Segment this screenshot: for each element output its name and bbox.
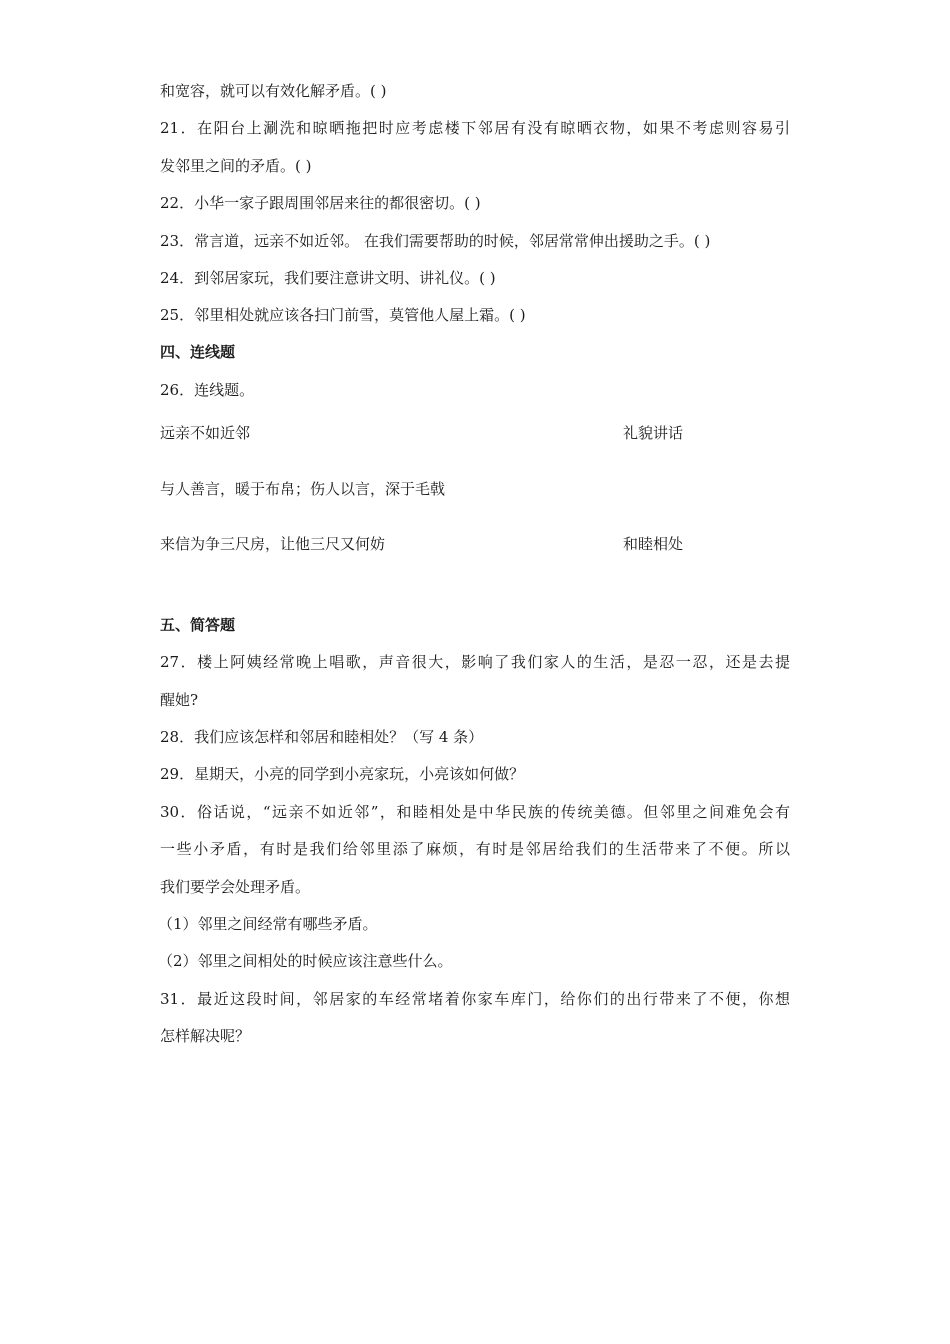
q22: 22．小华一家子跟周围邻居来往的都很密切。( ) xyxy=(160,194,481,212)
match-left-item-2: 与人善言，暖于布帛；伤人以言，深于毛戟 xyxy=(160,480,446,498)
q28: 28．我们应该怎样和邻居和睦相处？（写 4 条） xyxy=(160,728,484,746)
q30-sub1: （1）邻里之间经常有哪些矛盾。 xyxy=(158,915,378,933)
q21-line2: 发邻里之间的矛盾。( ) xyxy=(160,157,312,175)
match-left-item-3: 来信为争三尺房，让他三尺又何妨 xyxy=(160,535,386,553)
match-right-item-1: 礼貌讲话 xyxy=(623,424,684,442)
q30-line1: 30．俗话说，“远亲不如近邻”，和睦相处是中华民族的传统美德。但邻里之间难免会有 xyxy=(160,803,790,821)
q25: 25．邻里相处就应该各扫门前雪，莫管他人屋上霜。( ) xyxy=(160,306,526,324)
q31-line2: 怎样解决呢？ xyxy=(160,1027,251,1045)
q27-line1: 27．楼上阿姨经常晚上唱歌，声音很大，影响了我们家人的生活，是忍一忍，还是去提 xyxy=(160,653,790,671)
q30-sub2: （2）邻里之间相处的时候应该注意些什么。 xyxy=(158,952,453,970)
q26: 26．连线题。 xyxy=(160,381,255,399)
q21-line1: 21．在阳台上涮洗和晾晒拖把时应考虑楼下邻居有没有晾晒衣物，如果不考虑则容易引 xyxy=(160,119,790,137)
section4-heading: 四、连线题 xyxy=(160,343,236,361)
match-right-item-2: 和睦相处 xyxy=(623,535,684,553)
q29: 29．星期天，小亮的同学到小亮家玩，小亮该如何做？ xyxy=(160,765,525,783)
match-left-item-1: 远亲不如近邻 xyxy=(160,424,251,442)
q27-line2: 醒她? xyxy=(160,691,199,709)
q30-line2: 一些小矛盾，有时是我们给邻里添了麻烦，有时是邻居给我们的生活带来了不便。所以 xyxy=(160,840,790,858)
q30-line3: 我们要学会处理矛盾。 xyxy=(160,878,311,896)
q31-line1: 31．最近这段时间，邻居家的车经常堵着你家车库门，给你们的出行带来了不便，你想 xyxy=(160,990,790,1008)
q23: 23．常言道，远亲不如近邻。 在我们需要帮助的时候，邻居常常伸出援助之手。( ) xyxy=(160,232,711,250)
q24: 24．到邻居家玩，我们要注意讲文明、讲礼仪。( ) xyxy=(160,269,496,287)
section5-heading: 五、简答题 xyxy=(160,616,236,634)
q20-continuation: 和宽容，就可以有效化解矛盾。( ) xyxy=(160,82,387,100)
